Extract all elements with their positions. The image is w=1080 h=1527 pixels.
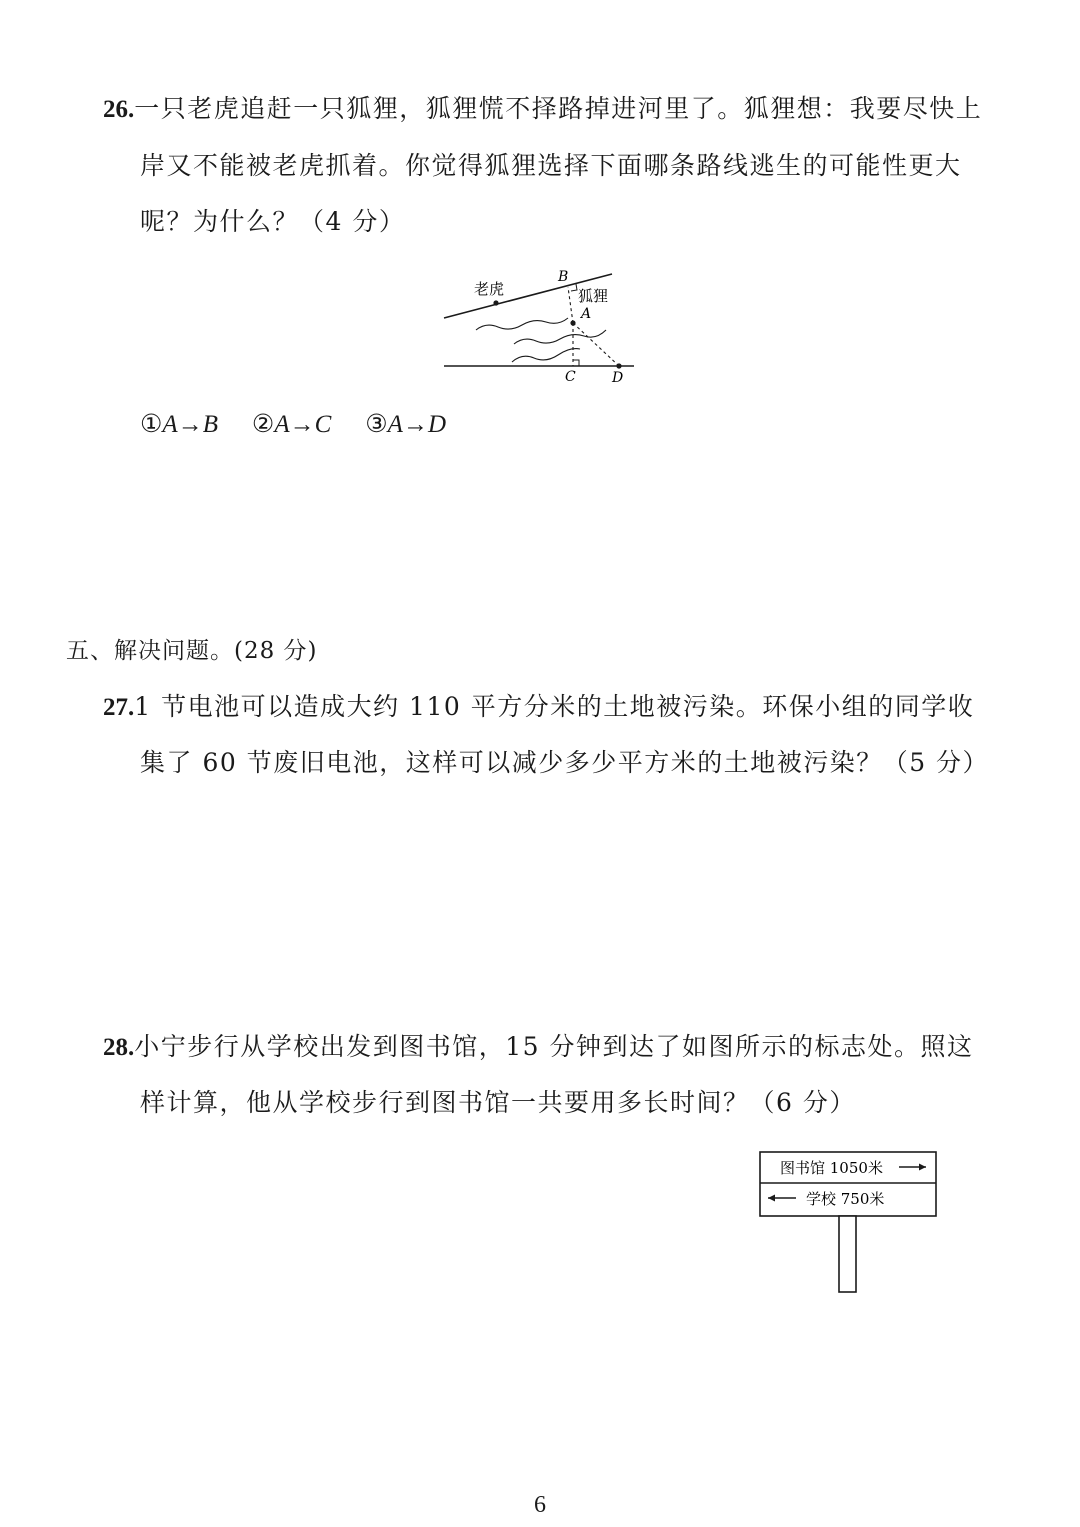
wave-2: [514, 330, 606, 344]
option-1: ①A→B: [140, 409, 218, 438]
label-d: D: [612, 370, 624, 386]
tiger-point: [493, 300, 498, 305]
q26-line-1: [103, 92, 982, 127]
q27-line-1: [103, 690, 974, 725]
right-angle-c: [573, 360, 579, 366]
q26-line-2: 岸又不能被老虎抓着。你觉得狐狸选择下面哪条路线逃生的可能性更大: [140, 151, 962, 180]
q27-line-2: 集了 60 节废旧电池，这样可以减少多少平方米的土地被污染？（5 分）: [140, 748, 990, 777]
q26-number: 26.: [103, 96, 135, 123]
q28-number: 28.: [103, 1034, 135, 1061]
q28-line-2: 样计算，他从学校步行到图书馆一共要用多长时间？（6 分）: [140, 1088, 856, 1117]
fox-label: 狐狸: [578, 287, 609, 305]
page-number: 6: [534, 1492, 546, 1518]
q27-number: 27.: [103, 694, 135, 721]
tiger-label: 老虎: [474, 280, 505, 298]
q26-line-3: 呢？为什么？（4 分）: [140, 207, 406, 236]
sign-post: [839, 1216, 856, 1292]
option-2: ②A→C: [251, 409, 332, 438]
label-b: B: [558, 269, 569, 285]
q28-text-1: 小宁步行从学校出发到图书馆，15 分钟到达了如图所示的标志处。照这: [134, 1032, 974, 1061]
route-a-b: [568, 287, 573, 323]
point-d: [616, 363, 621, 368]
q26-options: [140, 407, 472, 442]
label-a: A: [581, 306, 592, 322]
river-figure: [436, 262, 656, 390]
school-sign-text: 学校 750米: [806, 1190, 885, 1208]
q26-text-1: 一只老虎追赶一只狐狸，狐狸慌不择路掉进河里了。狐狸想：我要尽快上: [134, 94, 983, 123]
route-a-d: [573, 323, 619, 366]
option-3: ③A→D: [365, 409, 446, 438]
q27-text-1: 1 节电池可以造成大约 110 平方分米的土地被污染。环保小组的同学收: [134, 692, 975, 721]
q28-line-1: [103, 1030, 974, 1065]
section-5-heading: 五、解决问题。(28 分): [66, 638, 318, 664]
library-sign-text: 图书馆 1050米: [780, 1159, 883, 1177]
point-a: [570, 320, 575, 325]
wave-1: [476, 318, 568, 330]
signpost-figure: [758, 1150, 940, 1296]
wave-3: [512, 349, 580, 362]
label-c: C: [565, 369, 576, 385]
